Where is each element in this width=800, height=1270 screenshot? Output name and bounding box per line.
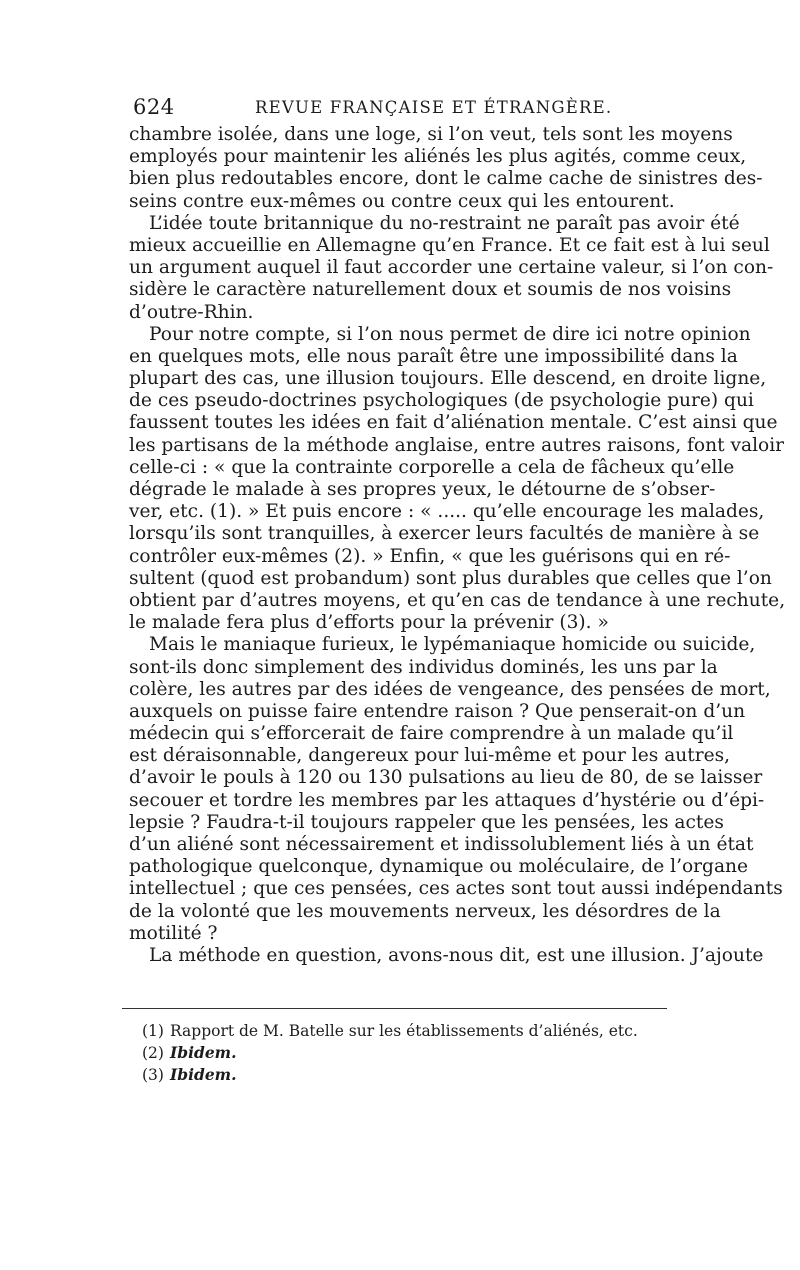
text-line: plupart des cas, une illusion toujours. Elle descend, en droite ligne, (129, 368, 767, 390)
text-line: sidère le caractère naturellement doux et soumis de nos voisins (129, 279, 732, 301)
text-line: les partisans de la méthode anglaise, entre autres raisons, font valoir (129, 434, 785, 456)
text-line: Pour notre compte, si l’on nous permet de dire ici notre opinion (149, 323, 751, 345)
text-line: mieux accueillie en Allemagne qu’en France. Et ce fait est à lui seul (129, 234, 770, 256)
text-line: secouer et tordre les membres par les attaques d’hystérie ou d’épi- (129, 789, 765, 811)
footnotes (142, 1020, 638, 1086)
text-line: faussent toutes les idées en fait d’aliénation mentale. C’est ainsi que (129, 412, 778, 434)
running-head: REVUE FRANÇAISE ET ÉTRANGÈRE. (255, 98, 613, 117)
page-header (133, 95, 673, 123)
footnote-text: Ibidem. (170, 1043, 237, 1062)
text-line: seins contre eux-mêmes ou contre ceux qui les entourent. (129, 190, 675, 212)
text-line: lorsqu’ils sont tranquilles, à exercer leurs facultés de manière à se (129, 523, 760, 545)
body-text (129, 124, 786, 967)
text-line: médecin qui s’efforcerait de faire comprendre à un malade qu’il (129, 723, 734, 745)
text-line: lepsie ? Faudra-t-il toujours rappeler que les pensées, les actes (129, 811, 724, 833)
footnote-text: Ibidem. (170, 1065, 237, 1084)
text-line: de ces pseudo-doctrines psychologiques (de psychologie pure) qui (129, 390, 754, 412)
text-line: intellectuel ; que ces pensées, ces actes sont tout aussi indépendants (129, 878, 783, 900)
text-line: colère, les autres par des idées de vengeance, des pensées de mort, (129, 678, 771, 700)
footnote-mark: (3) (142, 1066, 164, 1084)
text-line: est déraisonnable, dangereux pour lui-même et pour les autres, (129, 745, 731, 767)
text-line: d’avoir le pouls à 120 ou 130 pulsations au lieu de 80, de se laisser (129, 767, 763, 789)
text-line: auxquels on puisse faire entendre raison ? Que penserait-on d’un (129, 700, 746, 722)
text-line: L’idée toute britannique du no-restraint ne paraît pas avoir été (149, 212, 740, 234)
text-line: en quelques mots, elle nous paraît être une impossibilité dans la (129, 345, 738, 367)
text-line: d’un aliéné sont nécessairement et indissolublement liés à un état (129, 834, 754, 855)
footnote (142, 1020, 638, 1042)
text-line: pathologique quelconque, dynamique ou moléculaire, de l’organe (129, 856, 749, 878)
text-line: motilité ? (129, 922, 218, 944)
text-line: obtient par d’autres moyens, et qu’en cas de tendance à une rechute, (129, 589, 786, 611)
text-line: ver, etc. (1). » Et puis encore : « ..... qu’elle encourage les malades, (129, 501, 765, 523)
text-line: contrôler eux-mêmes (2). » Enfin, « que les guérisons qui en ré- (129, 545, 731, 567)
text-line: dégrade le malade à ses propres yeux, le détourne de s’obser- (129, 479, 716, 500)
text-line: de la volonté que les mouvements nerveux, les désordres de la (129, 900, 721, 922)
text-line: La méthode en question, avons-nous dit, est une illusion. J’ajoute (149, 944, 764, 966)
text-line: chambre isolée, dans une loge, si l’on veut, tels sont les moyens (129, 124, 733, 145)
footnote-text: Rapport de M. Batelle sur les établissements d’aliénés, etc. (170, 1022, 638, 1040)
text-line: sont-ils donc simplement des individus dominés, les uns par la (129, 656, 718, 678)
footnote-mark: (1) (142, 1022, 164, 1040)
text-line: sultent (quod est probandum) sont plus durables que celles que l’on (129, 567, 772, 589)
text-line: bien plus redoutables encore, dont le calme cache de sinistres des- (129, 168, 763, 190)
page-number: 624 (133, 95, 175, 119)
text-line: un argument auquel il faut accorder une certaine valeur, si l’on con- (129, 257, 774, 279)
footnote-rule (122, 1008, 667, 1009)
text-line: le malade fera plus d’efforts pour la prévenir (3). » (129, 612, 609, 634)
text-line: d’outre-Rhin. (129, 301, 254, 323)
text-line: employés pour maintenir les aliénés les plus agités, comme ceux, (129, 146, 747, 168)
text-line: celle-ci : « que la contrainte corporelle a cela de fâcheux qu’elle (129, 456, 735, 478)
footnote-mark: (2) (142, 1044, 164, 1062)
text-line: Mais le maniaque furieux, le lypémaniaque homicide ou suicide, (149, 634, 756, 656)
footnote (142, 1042, 638, 1064)
footnote (142, 1064, 638, 1086)
